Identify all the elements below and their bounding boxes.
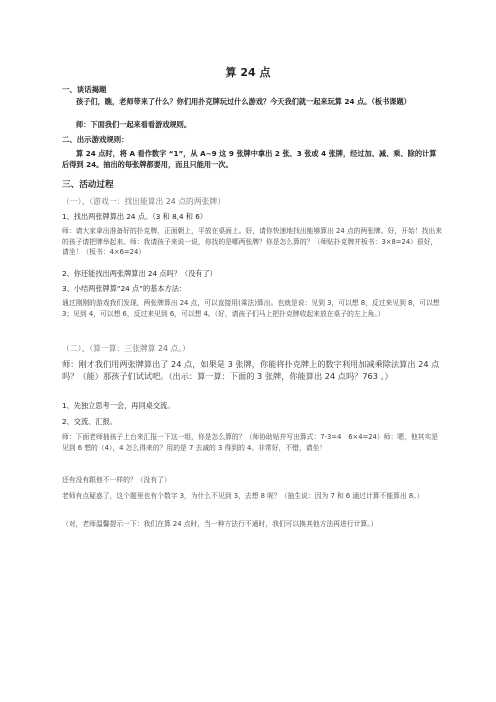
part-1-item-3: 3、小结两张牌算“24 点”的基本方法： xyxy=(62,284,187,293)
part-2-item-2: 2、交流、汇报。 xyxy=(62,417,117,426)
part-2-paragraph-4: 老师有点疑惑了，这个题里也有个数字 3，为什么不见到 3，去想 8 呢？（抽生说：因为 7 和 6 通过计算不能算出 8。） xyxy=(62,492,424,500)
part-2-paragraph-3: 还有没有跟他不一样的？（没有了） xyxy=(62,476,171,484)
section-2-paragraph: 算 24 点时，将 A 看作数字 “1”，从 A~9 这 9 张牌中拿出 2 张、3 张或 4 张牌，经过加、减、乘、除的计算后得到 24。抽出的每张牌都要用，而且只能用一次。 xyxy=(62,149,437,169)
section-1-heading: 一、谈话揭题 xyxy=(62,85,107,94)
section-1-paragraph-1: 孩子们，瞧，老师带来了什么？你们用扑克牌玩过什么游戏？今天我们就一起来玩算 24 点。（板书课题） xyxy=(76,97,411,106)
part-1-item-2: 2、你还能找出两张牌算出 24 点吗？（没有了） xyxy=(62,269,217,278)
document-title: 算 24 点 xyxy=(225,66,271,79)
section-3-heading: 三、活动过程 xyxy=(62,180,114,190)
section-1-paragraph-2: 师：下面我们一起来看看游戏规则。 xyxy=(76,120,192,129)
part-2-item-1: 1、先独立思考一会，再同桌交流。 xyxy=(62,401,175,410)
part-1-paragraph-2: 通过刚刚的游戏我们发现，两张牌算出 24 点，可以直接用(乘法)算出。也就是说：见到 3，可以想 8，反过来见到 8，可以想 3；见到 4，可以想 6，反过来见到 6，可以想 4。（好，请孩子们马上把扑克牌收起来放在桌子的左上角。） xyxy=(62,299,440,318)
part-1-paragraph-1: 师：请大家拿出准备好的扑克牌，正面朝上，平放在桌面上。好，请你快速地找出能够算出 24 点的两张牌。好，开始！找出来的孩子请把牌举起来。师：我请孩子来说一说，你找的是哪两张牌？你是怎么算的？（师贴扑克牌并板书：3×8=24）很好，请坐！（板书：4×6=24） xyxy=(62,227,442,256)
part-1-item-1: 1、找出两张牌算出 24 点。（3 和 8,4 和 6） xyxy=(62,212,208,221)
part-2-paragraph-2: 师：下面老师抽孩子上台来汇报一下这一组，你是怎么算的？（师协助贴并写出算式：7-3=4 6×4=24）师：嗯，他其实是见到 6 想的（4），4 怎么得来的？用的是 7 去减的 3 得到的 4。非常好，不错，请坐！ xyxy=(62,433,439,452)
part-2-paragraph-5: （对，老师温馨提示一下：我们在算 24 点时，当一种方法行不通时，我们可以换其他方法再进行计算。） xyxy=(62,520,378,528)
part-2-heading: （二）、（算一算：三张牌算 24 点。） xyxy=(62,344,190,353)
section-2-heading: 二、出示游戏规则： xyxy=(62,135,129,144)
part-2-paragraph-1: 师：刚才我们用两张牌算出了 24 点，如果是 3 张牌，你能将扑克牌上的数字利用加减乘除法算出 24 点吗？（能）那孩子们试试吧。（出示：算一算：下面的 3 张牌，你能算出 24 点吗？763 。） xyxy=(62,359,440,381)
part-1-heading: （一）、（游戏一：找出能算出 24 点的两张牌） xyxy=(62,197,226,206)
